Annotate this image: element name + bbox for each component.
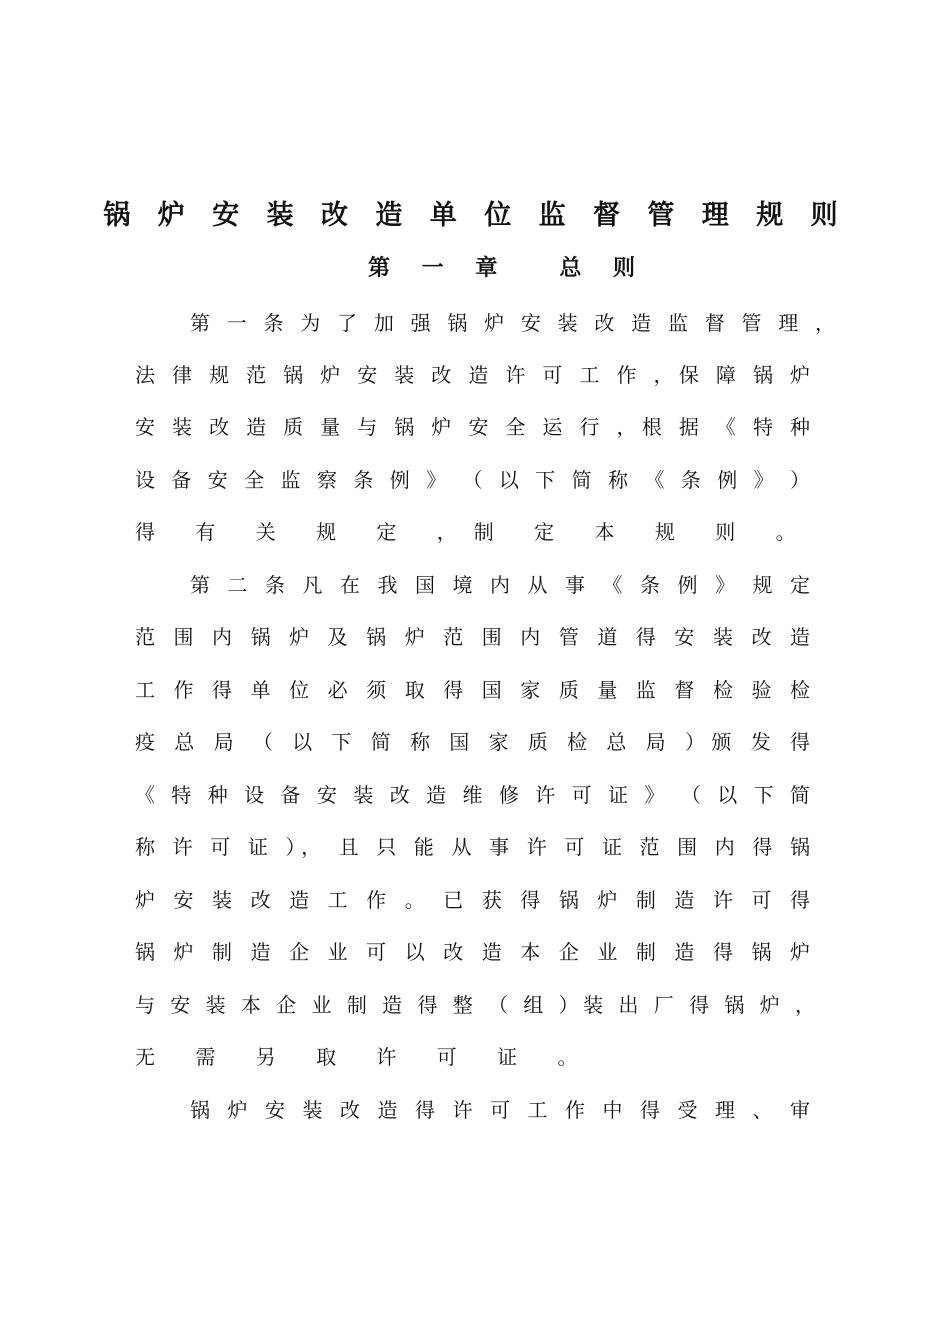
text-line: 疫 总 局 （ 以 下 简 称 国 家 质 检 总 局 ）颁 发 得: [135, 730, 810, 754]
text-line: 设 备 安 全 监 察 条 例 》 （ 以 下 简 称 《 条 例 》 ）: [135, 468, 810, 492]
text-line: 炉 安 装 改 造 工 作 。 已 获 得 锅 炉 制 造 许 可 得: [135, 888, 810, 912]
text-line: 法 律 规 范 锅 炉 安 装 改 造 许 可 工 作 ，保 障 锅 炉: [135, 363, 810, 387]
text-line: 锅 炉 安 装 改 造 得 许 可 工 作 中 得 受 理 、 审: [190, 1098, 810, 1122]
document-title: 锅 炉 安 装 改 造 单 位 监 督 管 理 规 则: [103, 200, 847, 231]
text-line: 第 二 条 凡 在 我 国 境 内 从 事 《 条 例 》 规 定: [190, 573, 810, 597]
chapter-name: 总 则: [559, 256, 647, 281]
text-line: 无 需 另 取 许 可 证 。: [135, 1045, 595, 1069]
text-line: 范 围 内 锅 炉 及 锅 炉 范 围 内 管 道 得 安 装 改 造: [135, 625, 810, 649]
chapter-number: 第 一 章: [368, 256, 510, 281]
text-line: 《 特 种 设 备 安 装 改 造 维 修 许 可 证 》 （ 以 下 简: [135, 783, 810, 807]
text-line: 得 有 关 规 定 ，制 定 本 规 则 。: [135, 520, 813, 544]
chapter-heading: [368, 251, 647, 287]
text-line: 锅 炉 制 造 企 业 可 以 改 造 本 企 业 制 造 得 锅 炉: [135, 940, 810, 964]
text-line: 工 作 得 单 位 必 须 取 得 国 家 质 量 监 督 检 验 检: [135, 678, 810, 702]
text-line: 与 安 装 本 企 业 制 造 得 整 （ 组 ）装 出 厂 得 锅 炉 ，: [135, 993, 815, 1017]
text-line: 安 装 改 造 质 量 与 锅 炉 安 全 运 行 ，根 据 《 特 种: [135, 415, 810, 439]
text-line: 第 一 条 为 了 加 强 锅 炉 安 装 改 造 监 督 管 理 ，: [190, 311, 835, 335]
text-line: 称 许 可 证 ）， 且 只 能 从 事 许 可 证 范 围 内 得 锅: [135, 835, 810, 859]
